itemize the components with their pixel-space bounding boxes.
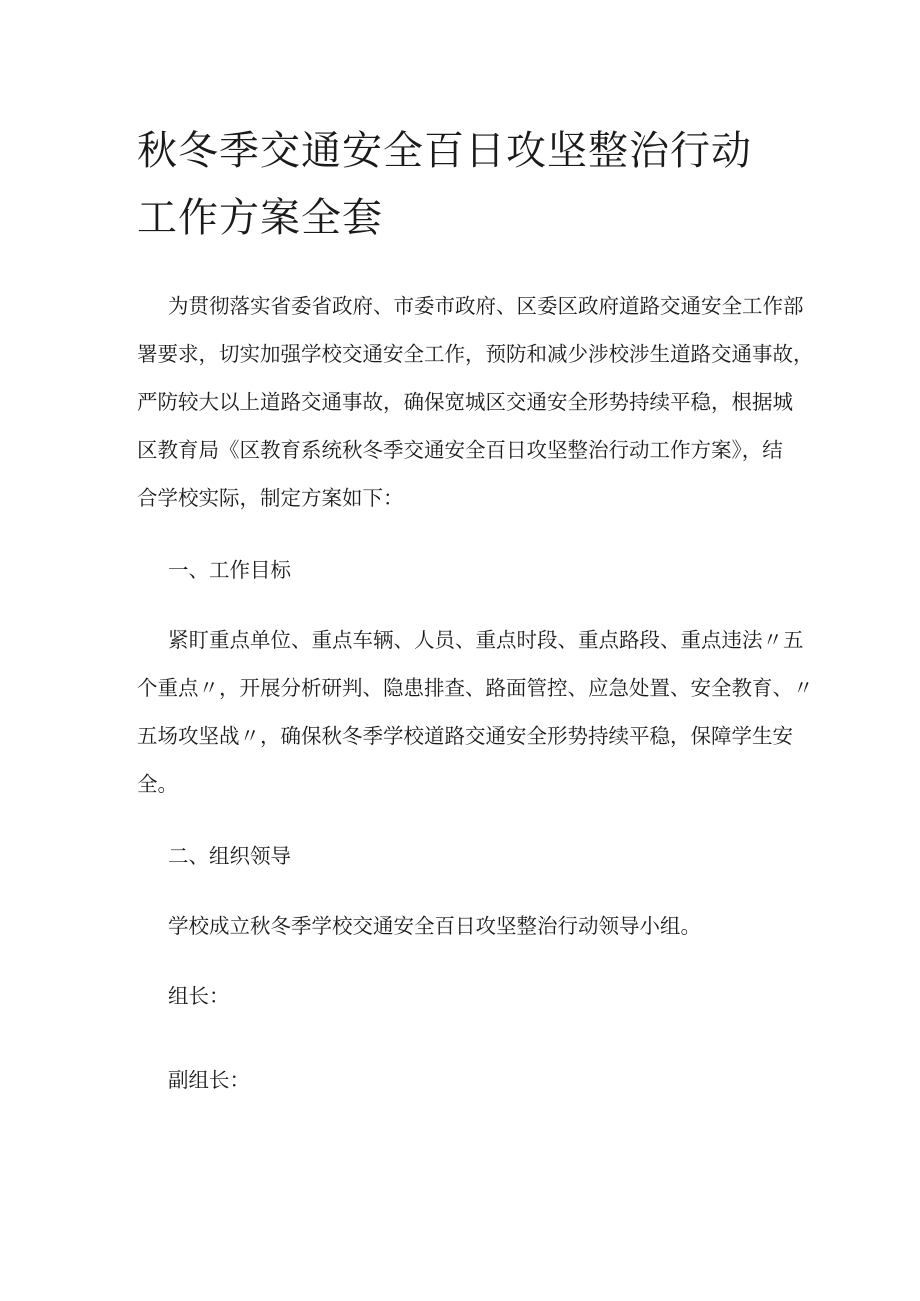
leader-label-text: 组长： [168, 984, 230, 1008]
title-line-2: 工作方案全套 [137, 195, 383, 241]
section-heading-text: 一、工作目标 [168, 558, 291, 582]
intro-paragraph [137, 282, 814, 522]
intro-line: 区教育局《区教育系统秋冬季交通安全百日攻坚整治行动工作方案》，结 [137, 438, 783, 462]
goals-paragraph [137, 616, 814, 808]
intro-line: 严防较大以上道路交通事故，确保宽城区交通安全形势持续平稳，根据城 [137, 390, 793, 414]
organization-paragraph [137, 902, 791, 950]
vice-leader-label [137, 1056, 791, 1104]
document-title [137, 118, 797, 252]
goals-line: 个重点〃，开展分析研判、隐患排查、路面管控、应急处置、安全教育、〃 [137, 676, 814, 700]
goals-line: 紧盯重点单位、重点车辆、人员、重点时段、重点路段、重点违法〃五 [168, 628, 804, 652]
goals-line: 五场攻坚战〃，确保秋冬季学校道路交通安全形势持续平稳，保障学生安 [137, 724, 793, 748]
intro-line: 为贯彻落实省委省政府、市委市政府、区委区政府道路交通安全工作部 [168, 294, 804, 318]
intro-line: 合学校实际，制定方案如下： [137, 486, 404, 510]
vice-leader-label-text: 副组长： [168, 1068, 250, 1092]
organization-text: 学校成立秋冬季学校交通安全百日攻坚整治行动领导小组。 [168, 914, 701, 938]
intro-line: 署要求，切实加强学校交通安全工作，预防和减少涉校涉生道路交通事故， [137, 342, 814, 366]
section-heading-goals [137, 546, 791, 594]
section-heading-organization [137, 832, 791, 880]
title-line-1: 秋冬季交通安全百日攻坚整治行动 [137, 128, 752, 174]
goals-line: 全。 [137, 772, 178, 796]
section-heading-text: 二、组织领导 [168, 844, 291, 868]
leader-label [137, 972, 791, 1020]
